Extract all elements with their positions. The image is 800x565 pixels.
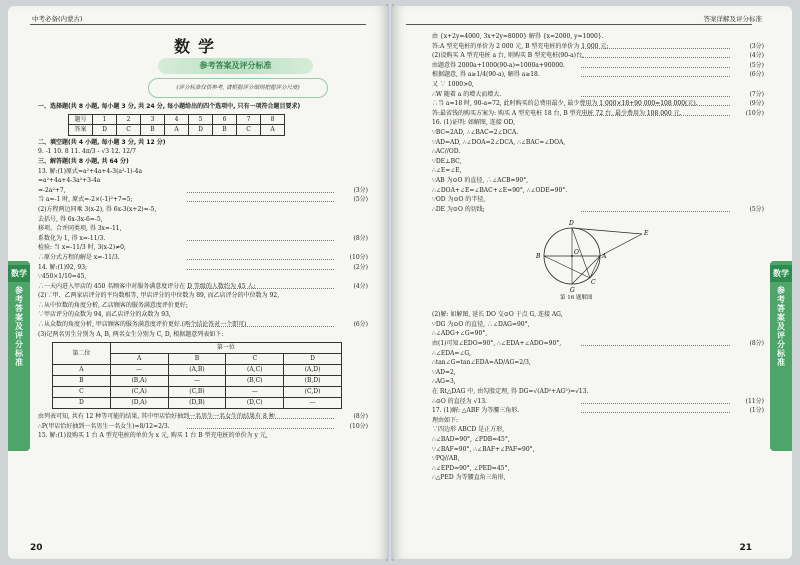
solution-line (38, 431, 368, 441)
solution-line (432, 186, 764, 196)
solution-line (38, 272, 368, 282)
side-tab-label: 数学 (8, 265, 30, 282)
table-cell: (D,B) (168, 398, 226, 409)
solution-lines (38, 167, 368, 340)
solution-text: (2)方程两边同乘 3(x-2), 得 6x-3(x+2)=-5, (38, 205, 157, 213)
solution-text: (2)设购买 A 型充电桩 a 台, 则购买 B 型充电桩(90-a)台, (432, 52, 584, 60)
solution-text: (3)记两名男生分别为 A, B, 两名女生分别为 C, D, 根据题意列表如下: (38, 330, 224, 338)
table-col-header: B (168, 354, 226, 365)
solution-lines (38, 412, 368, 441)
solution-line (38, 224, 368, 234)
page-title: 数学 (173, 37, 222, 56)
side-tab-vertical: 参考答案及评分标准 (776, 286, 786, 367)
solution-text: 17. (1)解: △ABF 为等腰三角形. (432, 407, 520, 415)
table-cell: 答案 (69, 125, 93, 136)
page-number: 20 (30, 543, 43, 553)
header-rule (406, 24, 752, 25)
solution-line (38, 186, 368, 196)
solution-line (38, 301, 368, 311)
solution-line (432, 329, 764, 339)
table-cell: — (226, 387, 284, 398)
solution-line (432, 473, 764, 483)
page-number: 21 (739, 543, 752, 553)
left-page (8, 6, 388, 559)
side-tab (8, 261, 30, 451)
solution-line (38, 176, 368, 186)
segment-ac (590, 256, 600, 278)
solution-line (432, 445, 764, 455)
score-label: (4分) (353, 282, 368, 290)
label-b: B (536, 253, 541, 261)
table-cell: (C,A) (110, 387, 168, 398)
score-label: (10分) (349, 422, 368, 430)
solution-text: 由 {x+2y=4000, 3x+2y=8000} 解得 {x=2000, y=1000}. (432, 33, 604, 40)
score-label: (1分) (749, 407, 764, 415)
table-cell: 1 (93, 114, 117, 125)
table-cell: (C,B) (168, 387, 226, 398)
solution-line (432, 176, 764, 186)
solution-line (432, 90, 764, 100)
solution-line (432, 454, 764, 464)
solution-text: ∴AC//OD. (432, 148, 461, 156)
right-page (392, 6, 792, 559)
solution-text: 理由如下: (432, 416, 459, 424)
solution-text: 当 a=-1 时, 原式=-2×(-1)²+7=5; (38, 196, 133, 204)
solution-line (432, 205, 764, 215)
table-cell: (D,A) (110, 398, 168, 409)
solution-text: (2)∵甲、乙两家店评分的平均数相等, 甲店评分的中位数为 89, 而乙店评分的中位数为 92, (38, 292, 280, 300)
solution-line (432, 118, 764, 128)
solution-lines (432, 32, 764, 214)
solution-text: 13. 解:(1)原式=a²+4a+4-3(a²-1)-4a (38, 167, 143, 175)
solution-text: ∴一天内进入甲店的 450 名顾客中对服务满意度评分在 D 等级的人数约为 45 人; (38, 282, 256, 290)
right-content (432, 32, 764, 483)
table-cell: — (284, 398, 342, 409)
solution-text: ∵BC=2AD, ∴∠BAC=2∠DCA. (432, 128, 519, 136)
solution-line (432, 32, 764, 42)
solution-text: ∵∠BAF=90°, ∴∠BAF+∠PAF=90°, (432, 445, 535, 453)
solution-text: 又 ∵ 1000>0, (432, 80, 474, 88)
solution-text: ∴从众数的角度分析, 甲店顾客的服务满意度评价更好.(两个结论答对一个即可) (38, 321, 247, 329)
solution-line (432, 157, 764, 167)
solution-text: 在 Rt△DAG 中, 由勾股定理, 得 DG=√(AD²+AG²)=√13. (432, 388, 589, 396)
score-label: (6分) (749, 71, 764, 79)
label-d: D (569, 220, 574, 228)
score-label: (10分) (745, 109, 764, 117)
label-o: O (574, 249, 579, 257)
score-label: (10分) (349, 253, 368, 261)
table-row (53, 365, 342, 376)
solution-text: 答:A 型充电桩的单价为 2 000 元, B 型充电桩的单价为 1 000 元; (432, 42, 609, 50)
solution-line (432, 368, 764, 378)
table-cell: — (110, 365, 168, 376)
solution-line (432, 349, 764, 359)
solution-line (38, 320, 368, 330)
table-cell: 7 (237, 114, 261, 125)
circle-diagram (532, 216, 652, 296)
table-cell: (B,A) (110, 376, 168, 387)
table-cell: D (189, 125, 213, 136)
solution-line (38, 234, 368, 244)
table-cell: B (53, 376, 111, 387)
table-cell: 2 (117, 114, 141, 125)
solution-text: ∵OD 为⊙O 的半径, (432, 196, 486, 204)
solution-text: 由题意得 2000a+1000(90-a)=1000a+90000. (432, 61, 565, 69)
solution-line (432, 166, 764, 176)
table-cell: A (53, 365, 111, 376)
table-cell: 题号 (69, 114, 93, 125)
solution-line (432, 397, 764, 407)
solution-text: 由(1)可知∠EDO=90°, ∴∠EDA+∠ADO=90°, (432, 340, 562, 348)
score-label: (7分) (749, 90, 764, 98)
solution-line (38, 253, 368, 263)
score-label: (6分) (353, 321, 368, 329)
note-box: (评分标准仅供参考, 请根据评分细则把握评分尺度) (148, 78, 328, 98)
table-col-header: A (110, 354, 168, 365)
score-label: (11分) (745, 397, 764, 405)
solution-text: 答:最省钱的购买方案为: 购买 A 型充电桩 18 台, B 型充电桩 72 台, 最少费用为 108 000 元. (432, 109, 682, 117)
table-cell: D (53, 398, 111, 409)
table-cell: 3 (141, 114, 165, 125)
solution-line (38, 205, 368, 215)
table-cell: C (237, 125, 261, 136)
section-title: 三、解答题(共 8 小题, 共 64 分) (38, 157, 129, 165)
table-cell: A (165, 125, 189, 136)
table-cell: C (117, 125, 141, 136)
side-tab-label: 数学 (770, 265, 792, 282)
solution-text: =-2a²+7, (38, 186, 66, 194)
solution-text: ∵AB 为⊙O 的直径, ∴∠ACB=90°, (432, 176, 529, 184)
solution-text: ∴DE 为⊙O 的切线; (432, 205, 485, 213)
solution-text: ∴从中位数的角度分析, 乙店顾客的服务满意度评价更好; (38, 301, 188, 309)
table-body (53, 365, 342, 409)
solution-text: 16. (1)证明: 如解图, 连接 OD, (432, 119, 516, 127)
solution-line (38, 195, 368, 205)
solution-text: ∵PQ//AB, (432, 455, 460, 463)
solution-text: ∵AD=2, (432, 368, 456, 376)
solution-text: 去括号, 得 6x-3x-6=-5, (38, 215, 103, 223)
solution-line (432, 138, 764, 148)
solution-text: ∵AD=AD, ∴∠DOA=2∠DCA, ∴∠BAC=∠DOA, (432, 138, 566, 146)
solution-line (432, 195, 764, 205)
table-cell: — (168, 376, 226, 387)
section-title: 二、填空题(共 4 小题, 每小题 3 分, 共 12 分) (38, 138, 166, 146)
answer-banner: 参考答案及评分标准 (158, 58, 313, 74)
solution-text: (2)解: 如解图, 延长 DO 交⊙O 于点 G, 连接 AG, (432, 311, 563, 319)
answer-table (68, 114, 285, 136)
solution-text: ∴tan∠G=tan∠EDA=AD/AG=2/3, (432, 359, 531, 367)
solution-line (38, 422, 368, 432)
side-tab (770, 261, 792, 451)
fill-answers: 9. -1 10. 8 11. 4π/3 - √3 12. 12/7 (38, 148, 136, 156)
solution-text: ∴∠EPD=90°, ∠PED=45°, (432, 464, 510, 472)
solution-line (432, 425, 764, 435)
score-label: (9分) (749, 100, 764, 108)
table-row (53, 376, 342, 387)
solution-text: 15. 解:(1)设购买 1 台 A 型充电桩的单价为 x 元, 购买 1 台 B 型充电桩的单价为 y 元, (38, 432, 268, 440)
tangent-de (572, 228, 642, 234)
solution-line (432, 358, 764, 368)
solution-line (432, 377, 764, 387)
table-cell: 6 (213, 114, 237, 125)
center-point (571, 255, 573, 257)
table-cell: 8 (261, 114, 285, 125)
solution-text: ∵DG 为⊙O 的直径, ∴∠DAG=90°, (432, 320, 530, 328)
table-first-label: 第一位 (110, 343, 341, 354)
table-col-header: C (226, 354, 284, 365)
solution-line (432, 51, 764, 61)
table-row (53, 398, 342, 409)
solution-line (432, 464, 764, 474)
table-corner: 第二位 (53, 343, 111, 365)
solution-line (432, 61, 764, 71)
running-head: 答案详解及评分标准 (703, 15, 762, 23)
solution-text: ∴当 a=18 时, 90-a=72, 此时购买的总费用最少, 最少费用为 1 000×18+90 000=108 000(元). (432, 100, 698, 108)
solution-text: ∵四边形 ABCD 是正方形, (432, 426, 504, 434)
solution-line (38, 412, 368, 422)
geometry-figure (532, 216, 652, 308)
solution-text: 系数化为 1, 得 x=-11/3. (38, 234, 106, 242)
solution-text: 14. 解:(1)92, 93; (38, 263, 88, 271)
table-cell: 4 (165, 114, 189, 125)
figure-caption: 第 16 题解图 (560, 295, 593, 302)
solution-text: 检验: 当 x=-11/3 时, 3(x-2)≠0, (38, 244, 126, 252)
header-rule (30, 24, 366, 25)
solution-text: ∴△PED 为等腰直角三角形, (432, 474, 506, 482)
solution-line (432, 435, 764, 445)
table-cell: C (53, 387, 111, 398)
solution-text: 移项、合并同类项, 得 3x=-11, (38, 225, 122, 233)
table-cell: (C,D) (284, 387, 342, 398)
solution-text: ∴原分式方程的解是 x=-11/3. (38, 253, 120, 261)
table-cell: 5 (189, 114, 213, 125)
solution-text: ∴AG=3, (432, 378, 456, 386)
solution-line (432, 109, 764, 119)
solution-text: ∴∠DOA+∠E=∠BAC+∠E=90°, ∴∠ODE=90°. (432, 186, 568, 194)
solution-line (432, 80, 764, 90)
score-label: (8分) (749, 340, 764, 348)
table-cell: A (261, 125, 285, 136)
solution-text: ∴∠BAD=90°, ∠PDB=45°, (432, 436, 510, 443)
solution-line (432, 416, 764, 426)
solution-line (432, 42, 764, 52)
solution-line (432, 310, 764, 320)
solution-line (38, 215, 368, 225)
solution-line (38, 330, 368, 340)
solution-text: ∴∠E=∠E, (432, 167, 462, 175)
probability-table (52, 342, 342, 409)
left-content (38, 102, 368, 441)
solution-line (38, 167, 368, 177)
table-cell: (B,D) (284, 376, 342, 387)
solution-line (432, 406, 764, 416)
solution-text: ∴∠EDA=∠G, (432, 349, 471, 357)
side-tab-vertical: 参考答案及评分标准 (14, 286, 24, 367)
solution-text: ∵甲店评分的众数为 94, 而乙店评分的众数为 93, (38, 311, 171, 319)
solution-text: ∴W 随着 a 的增大而增大. (432, 90, 502, 98)
label-c: C (591, 279, 596, 287)
table-cell: (D,C) (226, 398, 284, 409)
score-label: (2分) (353, 263, 368, 271)
solution-line (38, 263, 368, 273)
solution-line (38, 310, 368, 320)
table-cell: B (213, 125, 237, 136)
solution-line (432, 70, 764, 80)
table-cell: (A,B) (168, 365, 226, 376)
score-label: (3分) (353, 186, 368, 194)
table-col-header: D (284, 354, 342, 365)
answer-table-row (69, 125, 285, 136)
solution-line (38, 291, 368, 301)
solution-line (38, 282, 368, 292)
label-e: E (644, 230, 649, 238)
solution-text: ∴∠ADG+∠G=90°, (432, 330, 488, 338)
score-label: (5分) (749, 61, 764, 69)
table-cell: B (141, 125, 165, 136)
score-label: (8分) (353, 413, 368, 421)
running-head: 中考必备(内蒙古) (32, 15, 83, 23)
table-cell: D (93, 125, 117, 136)
solution-line (432, 387, 764, 397)
solution-line (432, 339, 764, 349)
table-cell: (B,C) (226, 376, 284, 387)
solution-text: ∵450×1/10=45, (38, 273, 87, 281)
solution-text: 根据题意, 得 a≥1/4(90-a), 解得 a≥18. (432, 71, 540, 79)
score-label: (5分) (749, 205, 764, 213)
answer-table-header (69, 114, 285, 125)
solution-lines (432, 310, 764, 483)
table-cell: (A,D) (284, 365, 342, 376)
table-row (53, 387, 342, 398)
score-label: (4分) (749, 52, 764, 60)
solution-line (432, 128, 764, 138)
score-label: (5分) (353, 196, 368, 204)
solution-text: ∴⊙O 的直径为 √13. (432, 397, 487, 405)
score-label: (3分) (749, 42, 764, 50)
label-g: G (570, 287, 575, 295)
solution-line (432, 320, 764, 330)
score-label: (8分) (353, 234, 368, 242)
solution-line (432, 99, 764, 109)
solution-line (38, 243, 368, 253)
section-title: 一、选择题(共 8 小题, 每小题 3 分, 共 24 分, 每小题给出的四个选项中, 只有一项符合题目要求) (38, 103, 301, 110)
label-a: A (602, 253, 607, 261)
solution-text: ∴P(甲店恰好抽到一名男生一名女生)=8/12=2/3. (38, 422, 170, 430)
table-cell: (A,C) (226, 365, 284, 376)
solution-text: ∵DE⊥BC, (432, 157, 462, 165)
solution-text: 由列表可知, 共有 12 种等可能的结果, 其中甲店恰好抽到一名男生一名女生的结果有 8 种, (38, 413, 277, 421)
solution-line (432, 147, 764, 157)
solution-text: =a²+4a+4-3a²+3-4a (38, 177, 101, 185)
